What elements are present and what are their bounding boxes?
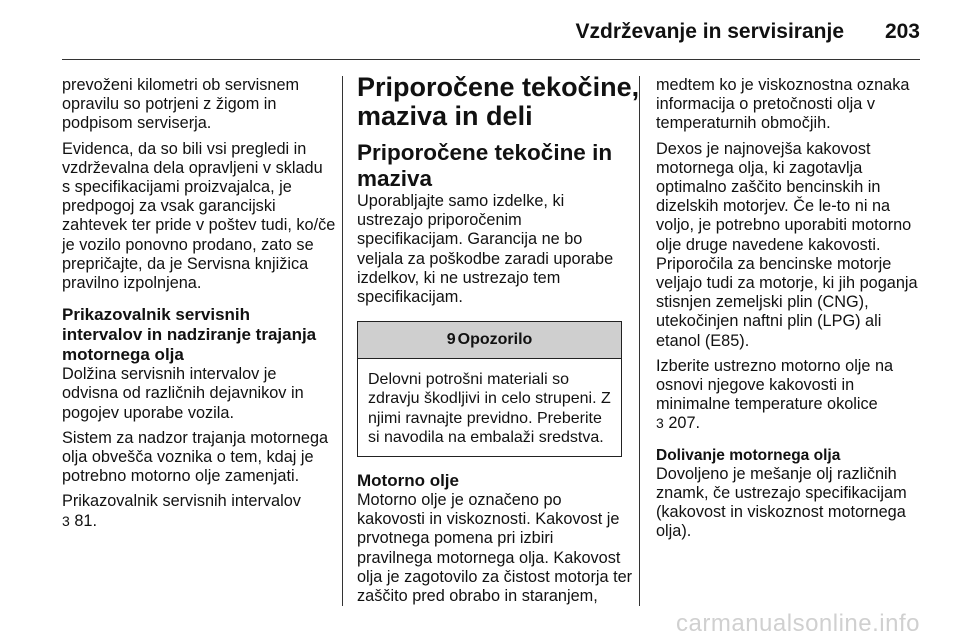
subsection-heading: Dolivanje motornega olja: [656, 446, 841, 464]
reference-page: 81.: [74, 511, 97, 530]
paragraph: [656, 357, 924, 434]
text-line: zahtevek ter pride v poštev tudi, ko/če: [62, 216, 336, 235]
warning-title: Opozorilo: [457, 331, 533, 349]
text-line: Prikazovalnik servisnih intervalov: [62, 492, 301, 511]
heading-line: Priporočene tekočine in: [357, 140, 613, 165]
text-line: motornega olja, ki zagotavlja: [656, 158, 863, 177]
text-line: veljajo tudi za motorje, ki jih poganja: [656, 274, 918, 293]
text-line: Izberite ustrezno motorno olje na: [656, 356, 894, 375]
text-line: zaščito pred obrabo in staranjem,: [357, 587, 598, 606]
text-line: potrebno motorno olje zamenjati.: [62, 467, 300, 486]
text-line: Uporabljajte samo izdelke, ki: [357, 192, 565, 210]
text-line: specifikacijam.: [357, 288, 463, 307]
text-line: optimalno zaščito bencinskih in: [656, 178, 881, 197]
heading-line: motornega olja: [62, 345, 184, 365]
column-3: [656, 76, 924, 547]
text-line: podpisom serviserja.: [62, 114, 212, 133]
page-reference[interactable]: [656, 414, 924, 433]
text-line: predpogoj za vsak garancijski: [62, 197, 276, 216]
paragraph: [62, 492, 330, 530]
text-line: Sistem za nadzor trajanja motornega: [62, 428, 329, 447]
text-line: etanol (E85).: [656, 331, 750, 350]
paragraph: [357, 192, 625, 307]
text-line: odvisna od različnih dejavnikov in: [62, 384, 304, 403]
text-line: (kakovost in viskoznost motornega: [656, 503, 906, 522]
text-line: ustrezajo priporočenim: [357, 211, 522, 230]
text-line: njimi ravnajte previdno. Preberite: [368, 409, 602, 427]
text-line: veljala za poškodbe zaradi uporabe: [357, 249, 614, 268]
chapter-heading: [357, 72, 640, 131]
paragraph: [62, 139, 336, 294]
heading-line: Prikazovalnik servisnih: [62, 305, 251, 325]
reference-arrow-icon: 3: [656, 415, 664, 432]
paragraph: [656, 140, 924, 351]
text-line: minimalne temperature okolice: [656, 395, 878, 414]
paragraph: [62, 76, 330, 134]
text-line: vzdrževalna dela opravljeni v skladu: [62, 158, 323, 177]
paragraph: [62, 429, 330, 487]
text-line: utekočinjen naftni plin (LPG) ali: [656, 312, 882, 331]
text-line: s specifikacijami proizvajalca, je: [62, 178, 292, 197]
text-line: stisnjen zemeljski plin (CNG),: [656, 293, 869, 312]
text-line: olja).: [656, 522, 692, 541]
warning-triangle-icon: 9: [446, 331, 456, 349]
text-line: opravilu so potrjeni z žigom in: [62, 95, 277, 114]
text-line: prevoženi kilometri ob servisnem: [62, 76, 300, 94]
text-line: Motorno olje je označeno po: [357, 491, 562, 510]
heading-line: maziva: [357, 166, 433, 191]
text-line: olja je zagotovilo za čistost motorja ter: [357, 567, 633, 586]
heading-line: Priporočene tekočine,: [357, 72, 640, 102]
watermark: carmanualsonline.info: [676, 610, 920, 637]
text-line: pravilnega motornega olja. Kakovost: [357, 548, 621, 567]
paragraph: [656, 76, 924, 134]
text-line: Priporočila za bencinske motorje: [656, 254, 892, 273]
header-title: Vzdrževanje in servisiranje: [575, 20, 844, 43]
text-line: Delovni potrošni materiali so: [368, 371, 569, 389]
text-line: olje druge navedene kakovosti.: [656, 235, 881, 254]
section-heading: [62, 305, 330, 365]
text-line: pogojev uporabe vozila.: [62, 403, 234, 422]
text-line: informacija o pretočnosti olja v: [656, 95, 875, 114]
text-line: osnovi njegove kakovosti in: [656, 376, 855, 395]
page-header: [0, 0, 960, 60]
text-line: dizelskih motorjev. Če le-to ni na: [656, 197, 891, 216]
text-line: pravilno izpolnjena.: [62, 274, 202, 293]
column-2: [357, 72, 640, 612]
text-line: znamk, če ustrezajo specifikacijam: [656, 483, 907, 502]
paragraph: [62, 365, 330, 423]
text-line: kakovosti in viskoznosti. Kakovost je: [357, 510, 620, 529]
reference-page: 207.: [668, 414, 701, 433]
page-reference[interactable]: [62, 512, 330, 531]
heading-line: maziva in deli: [357, 101, 533, 131]
column-divider-2: [639, 76, 640, 606]
header-rule: [62, 59, 920, 60]
text-line: medtem ko je viskoznostna oznaka: [656, 76, 910, 94]
text-line: Evidenca, da so bili vsi pregledi in: [62, 139, 307, 158]
text-line: je vozilo ponovno prodano, zato se: [62, 235, 314, 254]
text-line: izdelkov, ki ne ustrezajo tem: [357, 268, 561, 287]
text-line: olja obvešča voznika o tem, kdaj je: [62, 448, 314, 467]
text-line: prvotnega pomena pri izbiri: [357, 529, 554, 548]
column-divider-1: [342, 76, 343, 606]
text-line: Dolžina servisnih intervalov je: [62, 365, 277, 384]
text-line: voljo, je potrebno uporabiti motorno: [656, 216, 912, 235]
paragraph: [656, 465, 924, 542]
warning-body: [358, 359, 621, 456]
reference-arrow-icon: 3: [62, 512, 70, 529]
text-line: temperaturnih območjih.: [656, 114, 831, 133]
text-line: Dexos je najnovejša kakovost: [656, 139, 871, 158]
warning-header: [358, 322, 621, 359]
section-heading: [357, 140, 625, 192]
text-line: specifikacijam. Garancija ne bo: [357, 230, 583, 249]
paragraph: [357, 491, 633, 606]
heading-line: intervalov in nadziranje trajanja: [62, 325, 317, 345]
text-line: Dovoljeno je mešanje olj različnih: [656, 464, 897, 483]
subsection-heading: Motorno olje: [357, 471, 459, 491]
page-number: 203: [884, 20, 920, 43]
text-line: si navodila na embalaži sredstva.: [368, 428, 604, 446]
text-line: prepričajte, da je Servisna knjižica: [62, 254, 309, 273]
text-line: zdravju škodljivi in celo strupeni. Z: [368, 390, 611, 408]
warning-box: [357, 321, 622, 457]
column-1: [62, 76, 336, 537]
